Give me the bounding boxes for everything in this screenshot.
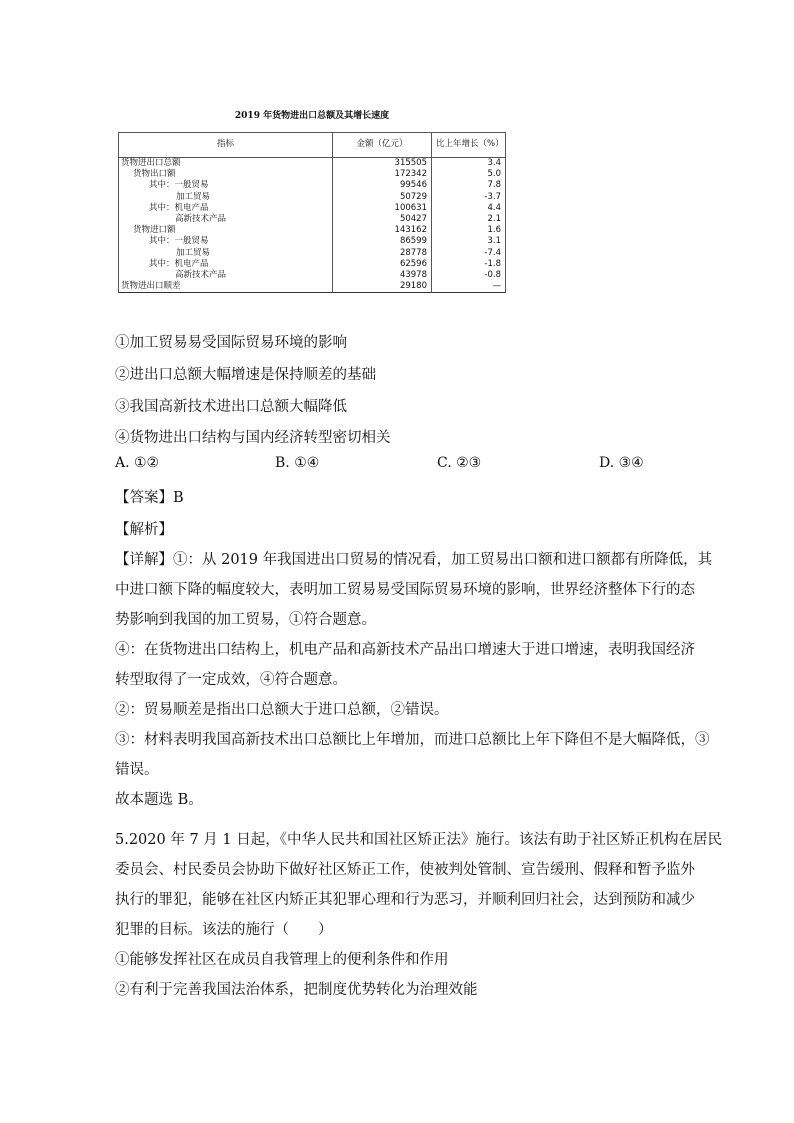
cell-growth: -3.7	[432, 192, 506, 203]
cell-indicator: 其中：一般贸易	[119, 236, 333, 247]
cell-amount: 143162	[333, 225, 432, 236]
cell-growth: 5.0	[432, 169, 506, 180]
cell-amount: 28778	[333, 248, 432, 259]
answer-label: 【答案】B	[115, 490, 184, 506]
cell-growth: 7.8	[432, 180, 506, 191]
table-row	[119, 180, 506, 191]
cell-indicator: 货物出口额	[119, 169, 333, 180]
option-b: B. ①④	[275, 455, 320, 471]
table-row	[119, 225, 506, 236]
analysis-line: ②：贸易顺差是指出口总额大于进口总额，②错误。	[115, 702, 449, 718]
cell-amount: 50427	[333, 214, 432, 225]
question-line: 5.2020 年 7 月 1 日起，《中华人民共和国社区矫正法》施行。该法有助于社区矫正机构在居民	[115, 832, 722, 848]
table-row	[119, 259, 506, 270]
table-header-row	[119, 133, 506, 158]
table-row	[119, 270, 506, 281]
cell-indicator: 加工贸易	[119, 248, 333, 259]
table-row	[119, 248, 506, 259]
table-row	[119, 203, 506, 214]
analysis-line: ③：材料表明我国高新技术出口总额比上年增加，而进口总额比上年下降但不是大幅降低，③	[115, 732, 710, 748]
statement-2: ②进出口总额大幅增速是保持顺差的基础	[115, 367, 376, 383]
header-indicator: 指标	[119, 133, 333, 158]
cell-amount: 315505	[333, 158, 432, 170]
cell-growth: -1.8	[432, 259, 506, 270]
table-row	[119, 214, 506, 225]
analysis-line: 中进口额下降的幅度较大，表明加工贸易易受国际贸易环境的影响，世界经济整体下行的态	[115, 582, 695, 598]
cell-indicator: 其中：一般贸易	[119, 180, 333, 191]
table-row	[119, 236, 506, 247]
analysis-line: ④：在货物进出口结构上，机电产品和高新技术产品出口增速大于进口增速，表明我国经济	[115, 642, 695, 658]
statement-3: ③我国高新技术进出口总额大幅降低	[115, 399, 347, 415]
question-line: 委员会、村民委员会协助下做好社区矫正工作，使被判处管制、宣告缓刑、假释和暂予监外	[115, 862, 695, 878]
cell-growth: —	[432, 281, 506, 293]
header-growth: 比上年增长（%）	[432, 133, 506, 158]
cell-growth: -7.4	[432, 248, 506, 259]
statement-4: ④货物进出口结构与国内经济转型密切相关	[115, 430, 391, 446]
cell-amount: 43978	[333, 270, 432, 281]
analysis-heading: 【解析】	[115, 522, 173, 538]
table-row	[119, 158, 506, 170]
cell-growth: 2.1	[432, 214, 506, 225]
question-5	[115, 825, 722, 1005]
cell-amount: 99546	[333, 180, 432, 191]
table-row	[119, 192, 506, 203]
cell-growth: -0.8	[432, 270, 506, 281]
cell-indicator: 加工贸易	[119, 192, 333, 203]
question-option-2: ②有利于完善我国法治体系，把制度优势转化为治理效能	[115, 982, 478, 998]
cell-growth: 3.1	[432, 236, 506, 247]
cell-amount: 172342	[333, 169, 432, 180]
cell-growth: 4.4	[432, 203, 506, 214]
cell-indicator: 高新技术产品	[119, 214, 333, 225]
cell-amount: 50729	[333, 192, 432, 203]
analysis-line: 故本题选 B。	[115, 792, 203, 808]
cell-indicator: 其中：机电产品	[119, 259, 333, 270]
question-line: 犯罪的目标。该法的施行（ ）	[115, 922, 333, 938]
option-d: D. ③④	[599, 455, 644, 471]
cell-growth: 3.4	[432, 158, 506, 170]
cell-amount: 86599	[333, 236, 432, 247]
cell-growth: 1.6	[432, 225, 506, 236]
question-option-1: ①能够发挥社区在成员自我管理上的便利条件和作用	[115, 952, 449, 968]
analysis-body	[115, 545, 713, 815]
trade-table	[118, 132, 506, 293]
statement-1: ①加工贸易易受国际贸易环境的影响	[115, 335, 347, 351]
option-c: C. ②③	[437, 455, 482, 471]
table-body	[119, 158, 506, 293]
cell-indicator: 货物进口额	[119, 225, 333, 236]
cell-indicator: 其中：机电产品	[119, 203, 333, 214]
cell-amount: 62596	[333, 259, 432, 270]
header-amount: 金额（亿元）	[333, 133, 432, 158]
question-line: 执行的罪犯，能够在社区内矫正其犯罪心理和行为恶习，并顺利回归社会，达到预防和减少	[115, 892, 695, 908]
cell-indicator: 货物进出口顺差	[119, 281, 333, 293]
table-row	[119, 169, 506, 180]
option-a: A. ①②	[115, 455, 160, 471]
cell-indicator: 货物进出口总额	[119, 158, 333, 170]
cell-amount: 29180	[333, 281, 432, 293]
analysis-line: 势影响到我国的加工贸易，①符合题意。	[115, 612, 376, 628]
table-title: 2019 年货物进出口总额及其增长速度	[234, 111, 390, 121]
table-row	[119, 281, 506, 293]
cell-amount: 100631	[333, 203, 432, 214]
analysis-line: 错误。	[115, 762, 159, 778]
analysis-line: 转型取得了一定成效，④符合题意。	[115, 672, 347, 688]
cell-indicator: 高新技术产品	[119, 270, 333, 281]
analysis-line: 【详解】①：从 2019 年我国进出口贸易的情况看，加工贸易出口额和进口额都有所降低，其	[115, 552, 713, 568]
